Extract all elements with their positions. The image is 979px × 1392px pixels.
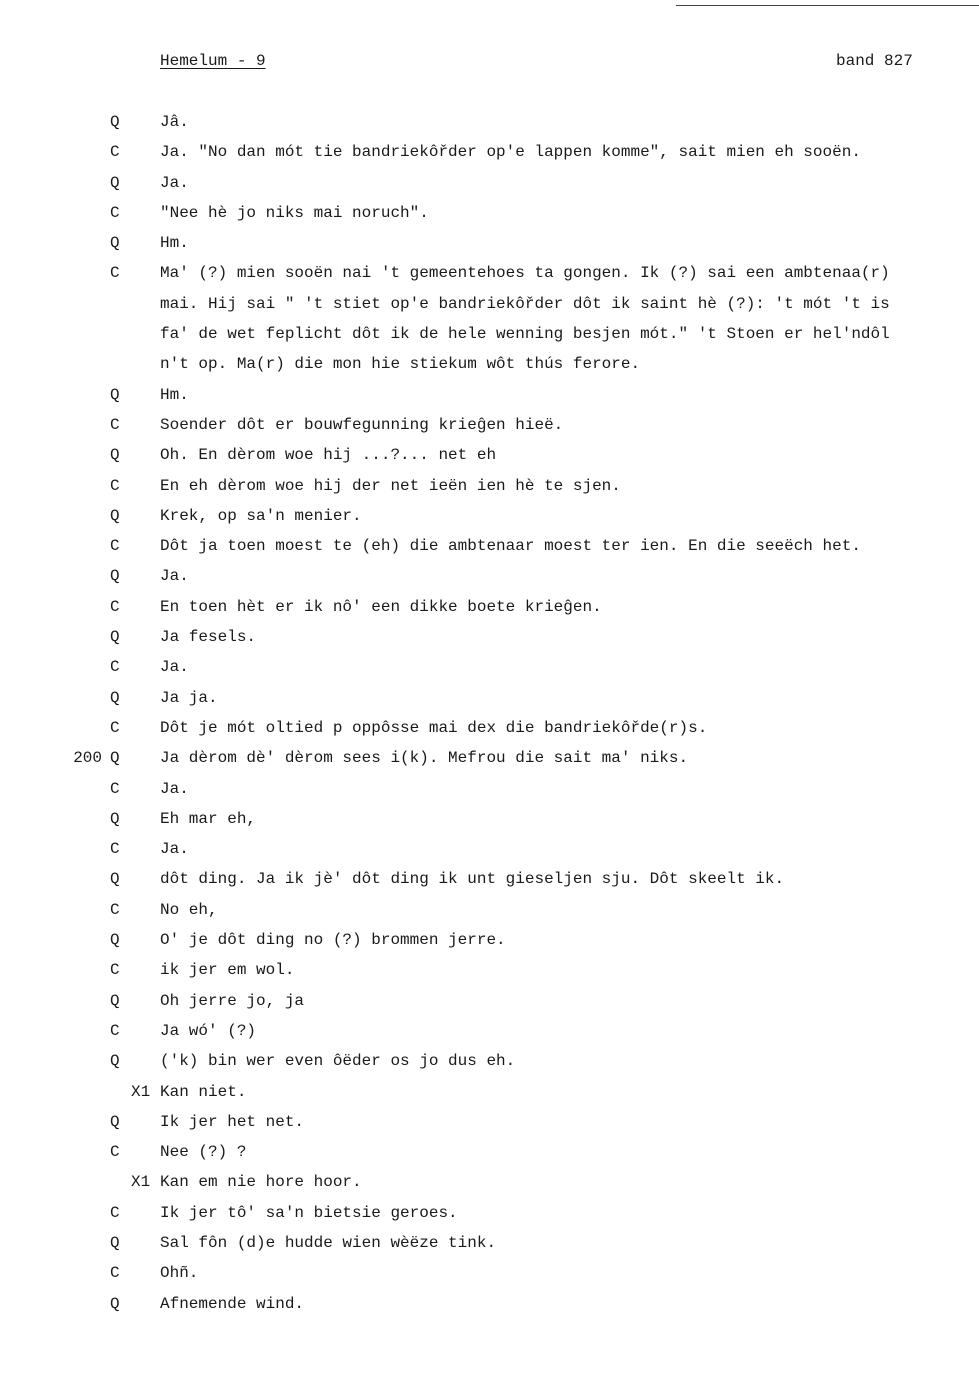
utterance-text: Dôt je mót oltied p oppôsse mai dex die bandriekôřde(r)s. bbox=[160, 718, 708, 737]
transcript-line bbox=[0, 809, 979, 839]
utterance-text: Jâ. bbox=[160, 113, 189, 131]
transcript-line bbox=[0, 1112, 979, 1142]
transcript-line bbox=[0, 869, 979, 899]
utterance-text: Afnemende wind. bbox=[160, 1294, 305, 1313]
transcript-line bbox=[0, 748, 979, 778]
utterance-text: En toen hèt er ik nô' een dikke boete krieĝen. bbox=[160, 597, 602, 616]
transcript-line bbox=[0, 566, 979, 596]
transcript-line bbox=[0, 597, 979, 627]
utterance-text: Ja fesels. bbox=[160, 628, 257, 647]
speaker-label: C bbox=[110, 264, 120, 283]
utterance-text: Ja. "No dan mót tie bandriekôřder op'e lappen komme", sait mien eh sooën. bbox=[160, 143, 861, 162]
speaker-label: Q bbox=[110, 931, 120, 950]
utterance-text: Soender dôt er bouwfegunning krieĝen hieë. bbox=[160, 415, 564, 434]
utterance-text: Ik jer het net. bbox=[160, 1112, 305, 1131]
utterance-text: Sal fôn (d)e hudde wien wèëze tink. bbox=[160, 1233, 497, 1252]
utterance-text: Nee (?) ? bbox=[160, 1143, 247, 1162]
utterance-text: Ohñ. bbox=[160, 1264, 199, 1283]
utterance-text: Dôt ja toen moest te (eh) die ambtenaar moest ter ien. En die seeëch het. bbox=[160, 537, 861, 556]
utterance-text: Ja. bbox=[160, 567, 189, 586]
speaker-label: Q bbox=[110, 446, 120, 465]
page-header-band: band 827 bbox=[836, 52, 913, 70]
speaker-label: C bbox=[110, 718, 120, 737]
speaker-label: Q bbox=[110, 234, 120, 253]
speaker-label: C bbox=[110, 537, 120, 556]
speaker-label: C bbox=[110, 961, 120, 980]
transcript-line bbox=[0, 1082, 979, 1112]
transcript-line bbox=[0, 960, 979, 990]
speaker-label: C bbox=[110, 840, 120, 859]
transcript-line bbox=[0, 1294, 979, 1324]
speaker-label: Q bbox=[110, 506, 120, 525]
utterance-text: Oh. En dèrom woe hij ...?... net eh bbox=[160, 446, 497, 465]
transcript-line bbox=[0, 718, 979, 748]
transcript-line bbox=[0, 142, 979, 172]
speaker-label: C bbox=[110, 1264, 120, 1283]
transcript-line bbox=[0, 900, 979, 930]
utterance-text: Ja dèrom dè' dèrom sees i(k). Mefrou die sait ma' niks. bbox=[160, 749, 689, 768]
transcript-line bbox=[0, 536, 979, 566]
utterance-text: No eh, bbox=[160, 900, 218, 919]
transcript-line bbox=[0, 1203, 979, 1233]
line-number: 200 bbox=[73, 749, 102, 768]
speaker-label: Q bbox=[110, 113, 120, 131]
utterance-text: Hm. bbox=[160, 234, 189, 253]
speaker-label: C bbox=[110, 1203, 120, 1222]
transcript-line bbox=[0, 839, 979, 869]
speaker-label: Q bbox=[110, 385, 120, 404]
speaker-label: C bbox=[110, 658, 120, 677]
transcript-line bbox=[0, 294, 979, 324]
transcript-line bbox=[0, 1051, 979, 1081]
utterance-text: Ja. bbox=[160, 173, 189, 192]
speaker-label: C bbox=[110, 1143, 120, 1162]
speaker-label: Q bbox=[110, 1233, 120, 1252]
utterance-text: n't op. Ma(r) die mon hie stiekum wôt thús ferore. bbox=[160, 355, 641, 374]
speaker-label: Q bbox=[110, 809, 120, 828]
utterance-text: Krek, op sa'n menier. bbox=[160, 506, 362, 525]
transcript-line bbox=[0, 991, 979, 1021]
utterance-text: Oh jerre jo, ja bbox=[160, 991, 305, 1010]
speaker-label: Q bbox=[110, 749, 120, 768]
transcript-line bbox=[0, 112, 979, 142]
speaker-label: C bbox=[110, 143, 120, 162]
transcript-line bbox=[0, 1021, 979, 1051]
speaker-label: C bbox=[110, 597, 120, 616]
utterance-text: fa' de wet feplicht dôt ik de hele wenning besjen mót." 't Stoen er hel'ndôl bbox=[160, 325, 890, 344]
transcript-line bbox=[0, 233, 979, 263]
speaker-label: Q bbox=[110, 1294, 120, 1313]
utterance-text: "Nee hè jo niks mai noruch". bbox=[160, 203, 429, 222]
speaker-label: Q bbox=[110, 688, 120, 707]
speaker-label: C bbox=[110, 203, 120, 222]
speaker-label: Q bbox=[110, 567, 120, 586]
page-header-title: Hemelum - 9 bbox=[160, 52, 266, 70]
transcript-line bbox=[0, 779, 979, 809]
transcript-line bbox=[0, 1233, 979, 1263]
transcript-line bbox=[0, 476, 979, 506]
utterance-text: ('k) bin wer even ôëder os jo dus eh. bbox=[160, 1052, 516, 1071]
utterance-text: ik jer em wol. bbox=[160, 961, 295, 980]
transcript-line bbox=[0, 263, 979, 293]
transcript-line bbox=[0, 506, 979, 536]
speaker-label: Q bbox=[110, 870, 120, 889]
speaker-label: C bbox=[110, 1021, 120, 1040]
utterance-text: Eh mar eh, bbox=[160, 809, 257, 828]
speaker-label: Q bbox=[110, 628, 120, 647]
speaker-label: C bbox=[110, 900, 120, 919]
utterance-text: Ja. bbox=[160, 779, 189, 798]
speaker-label: Q bbox=[110, 991, 120, 1010]
transcript-line bbox=[0, 415, 979, 445]
utterance-text: Kan niet. bbox=[160, 1082, 247, 1101]
utterance-text: Hm. bbox=[160, 385, 189, 404]
transcript-line bbox=[0, 173, 979, 203]
transcript-line bbox=[0, 657, 979, 687]
speaker-label: C bbox=[110, 476, 120, 495]
utterance-text: Ja wó' (?) bbox=[160, 1021, 257, 1040]
transcript-line bbox=[0, 354, 979, 384]
speaker-label: C bbox=[110, 415, 120, 434]
utterance-text: Ja. bbox=[160, 840, 189, 859]
transcript-line bbox=[0, 688, 979, 718]
utterance-text: Ja. bbox=[160, 658, 189, 677]
utterance-text: mai. Hij sai " 't stiet op'e bandriekôřder dôt ik saint hè (?): 't mót 't is bbox=[160, 294, 890, 313]
transcript-line bbox=[0, 1263, 979, 1293]
utterance-text: Ma' (?) mien sooën nai 't gemeentehoes ta gongen. Ik (?) sai een ambtenaa(r) bbox=[160, 264, 890, 283]
transcript-line bbox=[0, 1172, 979, 1202]
speaker-label: Q bbox=[110, 173, 120, 192]
speaker-label: X1 bbox=[131, 1173, 151, 1192]
utterance-text: dôt ding. Ja ik jè' dôt ding ik unt gieseljen sju. Dôt skeelt ik. bbox=[160, 870, 785, 889]
utterance-text: O' je dôt ding no (?) brommen jerre. bbox=[160, 931, 506, 950]
top-rule bbox=[676, 5, 979, 6]
speaker-label: Q bbox=[110, 1052, 120, 1071]
transcript-line bbox=[0, 445, 979, 475]
transcript-line bbox=[0, 324, 979, 354]
utterance-text: Ik jer tô' sa'n bietsie geroes. bbox=[160, 1203, 458, 1222]
transcript-line bbox=[0, 1142, 979, 1172]
utterance-text: Ja ja. bbox=[160, 688, 218, 707]
transcript-line bbox=[0, 385, 979, 415]
speaker-label: C bbox=[110, 779, 120, 798]
utterance-text: Kan em nie hore hoor. bbox=[160, 1173, 362, 1192]
speaker-label: Q bbox=[110, 1112, 120, 1131]
speaker-label: X1 bbox=[131, 1082, 151, 1101]
transcript-line bbox=[0, 203, 979, 233]
transcript bbox=[0, 112, 979, 1324]
transcript-line bbox=[0, 930, 979, 960]
utterance-text: En eh dèrom woe hij der net ieën ien hè te sjen. bbox=[160, 476, 621, 495]
transcript-line bbox=[0, 627, 979, 657]
